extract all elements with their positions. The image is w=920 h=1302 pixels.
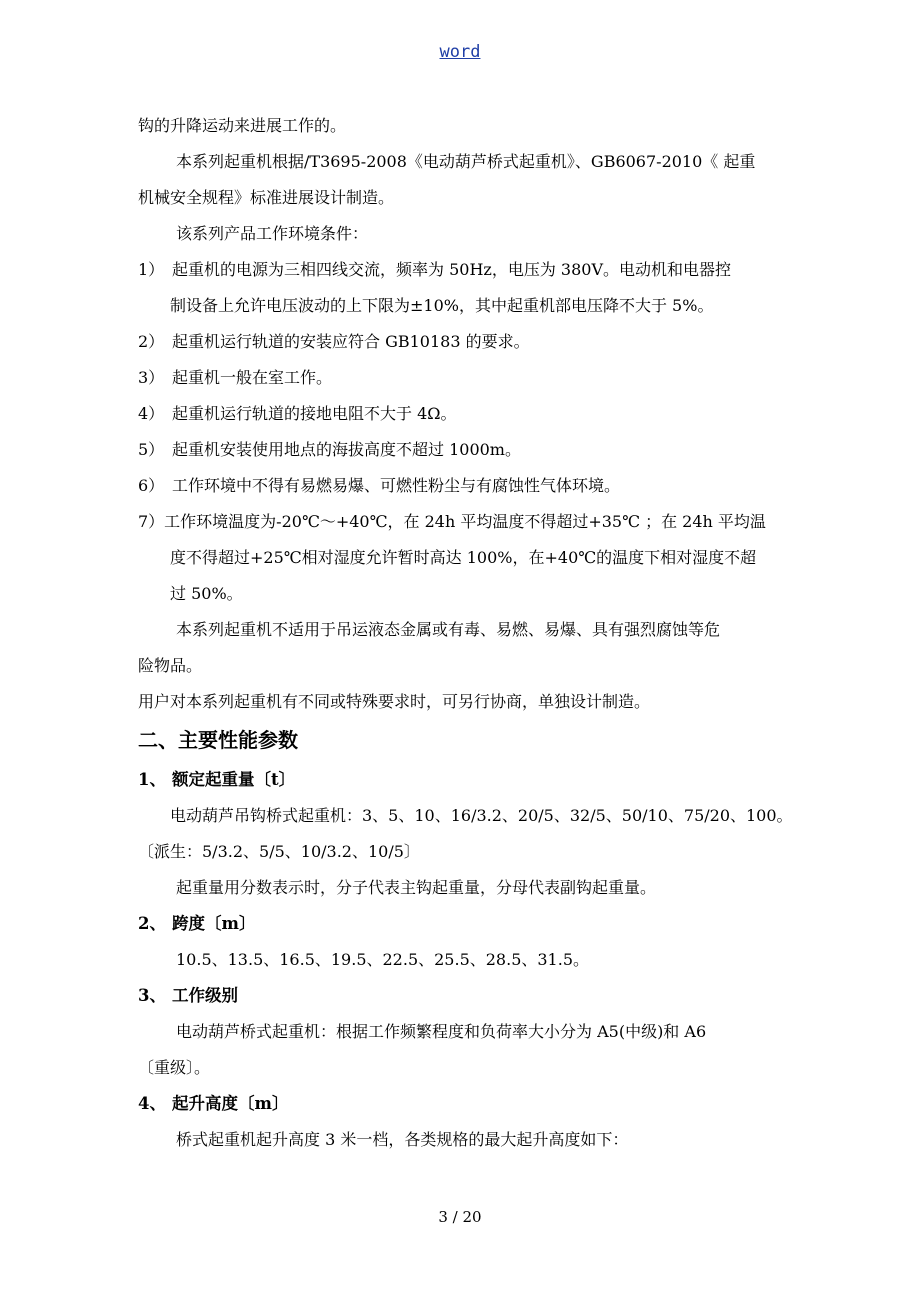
heading-number: 3、 <box>138 986 166 1005</box>
heading-number: 1、 <box>138 770 166 789</box>
text-line: 钩的升降运动来进展工作的。 <box>138 116 347 135</box>
list-item <box>138 258 731 282</box>
list-number: 3） <box>138 368 165 387</box>
text-line: 用户对本系列起重机有不同或特殊要求时，可另行协商，单独设计制造。 <box>138 692 651 711</box>
heading-number: 2、 <box>138 914 166 933</box>
subsection-heading <box>138 1092 288 1116</box>
list-text: 起重机的电源为三相四线交流，频率为 50Hz，电压为 380V。电动机和电器控 <box>172 260 732 279</box>
list-item <box>138 330 530 354</box>
list-text: 起重机安装使用地点的海拔高度不超过 1000m。 <box>172 440 521 459</box>
text-line: 桥式起重机起升高度 3 米一档，各类规格的最大起升高度如下： <box>176 1130 629 1149</box>
text-line: 险物品。 <box>138 656 203 675</box>
text-line: 制设备上允许电压波动的上下限为±10%，其中起重机部电压降不大于 5%。 <box>170 296 714 315</box>
header-word-link[interactable]: word <box>439 42 481 62</box>
list-text: 工作环境中不得有易燃易爆、可燃性粉尘与有腐蚀性气体环境。 <box>172 476 621 495</box>
list-text: 起重机运行轨道的安装应符合 GB10183 的要求。 <box>172 332 530 351</box>
heading-title: 跨度〔m〕 <box>172 914 256 933</box>
subsection-heading <box>138 768 295 792</box>
text-line: 度不得超过+25℃相对湿度允许暂时高达 100%，在+40℃的温度下相对湿度不超 <box>170 548 757 567</box>
list-number: 2） <box>138 332 165 351</box>
text-line: 本系列起重机根据/T3695-2008《电动葫芦桥式起重机》、GB6067-2010《 起重 <box>176 152 756 171</box>
list-text: 起重机一般在室工作。 <box>172 368 333 387</box>
list-number: 6） <box>138 476 165 495</box>
list-number: 4） <box>138 404 165 423</box>
page-number: 3 / 20 <box>438 1208 482 1226</box>
heading-title: 工作级别 <box>172 986 238 1005</box>
list-item <box>138 402 457 426</box>
text-line: 电动葫芦桥式起重机：根据工作频繁程度和负荷率大小分为 A5(中级)和 A6 <box>176 1022 707 1041</box>
section-heading: 二、主要性能参数 <box>138 728 298 752</box>
text-line: 起重量用分数表示时，分子代表主钩起重量，分母代表副钩起重量。 <box>176 878 657 897</box>
subsection-heading <box>138 912 255 936</box>
text-line: 机械安全规程》标准进展设计制造。 <box>138 188 395 207</box>
list-item <box>138 366 332 390</box>
text-line: 10.5、13.5、16.5、19.5、22.5、25.5、28.5、31.5。 <box>176 950 590 969</box>
list-number: 5） <box>138 440 165 459</box>
text-line: 该系列产品工作环境条件： <box>176 224 369 243</box>
page-header <box>0 40 920 64</box>
text-line: 本系列起重机不适用于吊运液态金属或有毒、易燃、易爆、具有强烈腐蚀等危 <box>176 620 721 639</box>
heading-number: 4、 <box>138 1094 166 1113</box>
subsection-heading <box>138 984 238 1008</box>
text-line: 〔重级〕。 <box>138 1058 211 1077</box>
text-line: 过 50%。 <box>170 584 243 603</box>
text-line: 〔派生：5/3.2、5/5、10/3.2、10/5〕 <box>138 842 420 861</box>
list-item <box>138 438 521 462</box>
list-text: 起重机运行轨道的接地电阻不大于 4Ω。 <box>172 404 457 423</box>
list-item: 7）工作环境温度为-20℃～+40℃，在 24h 平均温度不得超过+35℃ ；在 24h 平均温 <box>138 512 766 531</box>
list-number: 1） <box>138 260 165 279</box>
text-line: 电动葫芦吊钩桥式起重机：3、5、10、16/3.2、20/5、32/5、50/10、75/20、100。 <box>170 806 793 825</box>
heading-title: 额定起重量〔t〕 <box>172 770 296 789</box>
list-item <box>138 474 620 498</box>
heading-title: 起升高度〔m〕 <box>172 1094 289 1113</box>
